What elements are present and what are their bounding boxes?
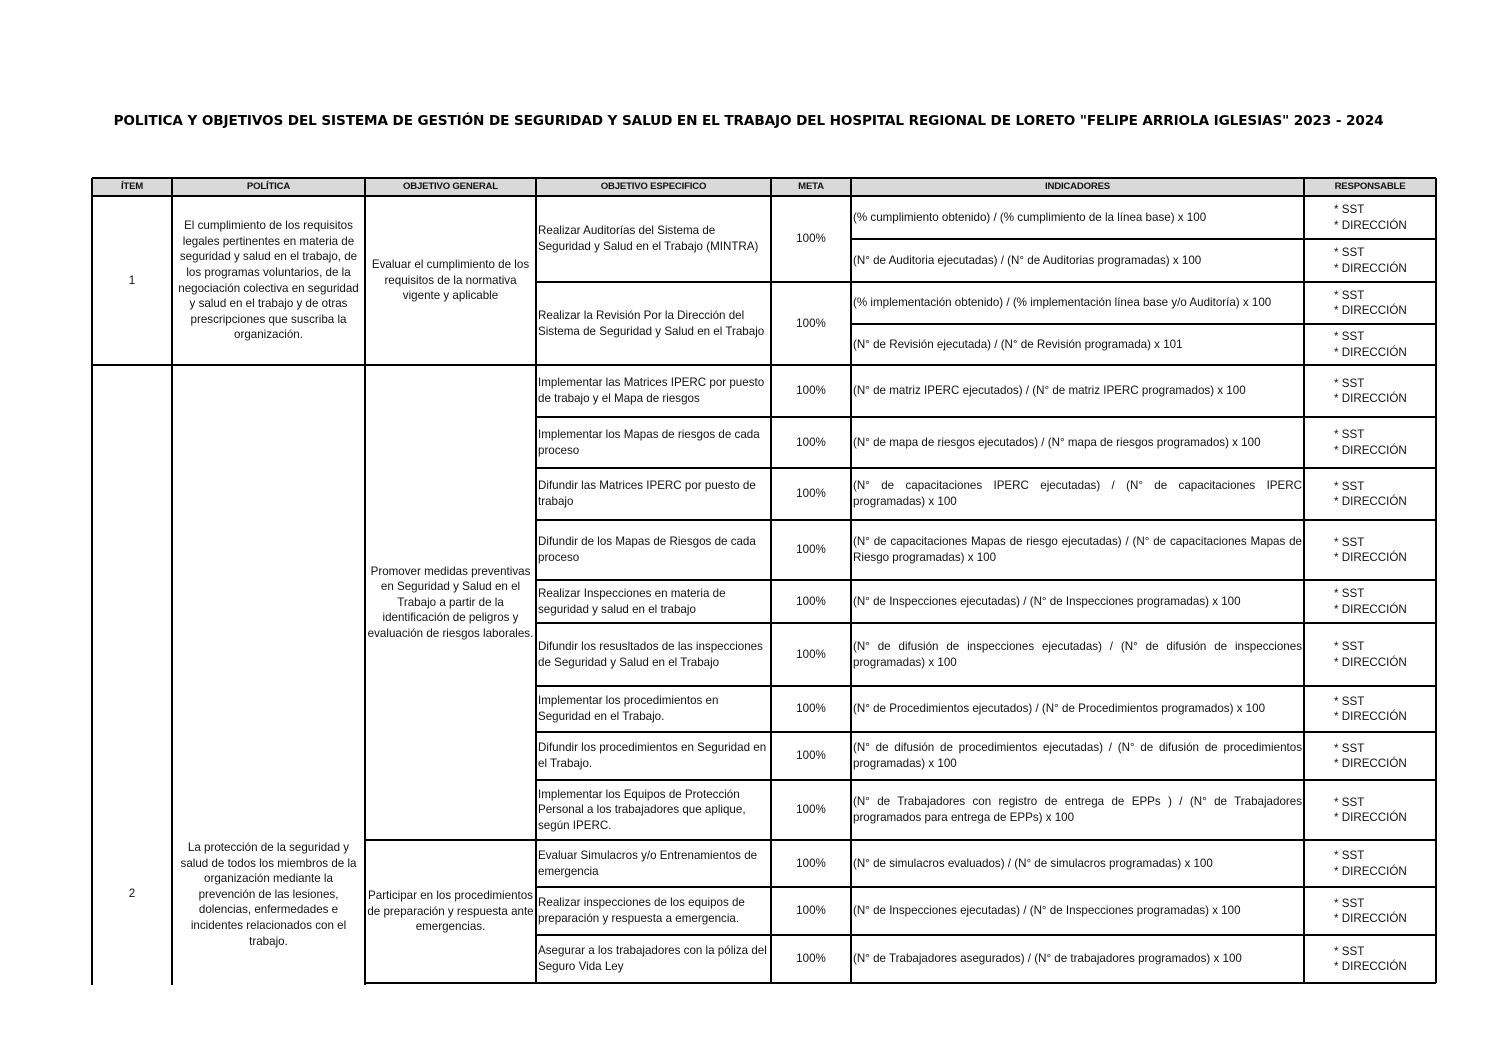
responsable-cell [1304, 468, 1436, 520]
responsable-cell [1304, 623, 1436, 686]
meta-cell-text: 100% [796, 749, 826, 763]
indicator-cell [851, 732, 1304, 780]
indicator-cell [851, 935, 1304, 983]
meta-cell [771, 686, 851, 732]
meta-cell [771, 417, 851, 468]
objetivo-general-cell-text: Evaluar el cumplimiento de los requisitos de la normativa vigente y aplicable [371, 258, 530, 303]
meta-cell-text: 100% [796, 316, 826, 330]
objetivo-general-cell-text: Promover medidas preventivas en Seguridad y Salud en el Trabajo a partir de la identificación de peligros y evaluación de riesgos laborales. [367, 564, 534, 640]
objetivo-especifico-cell [536, 686, 771, 732]
table-border [171, 178, 173, 985]
responsable-cell-text: * SST * DIRECCIÓN [1334, 640, 1407, 669]
objetivo-general-cell [365, 196, 536, 365]
objetivo-especifico-cell [536, 780, 771, 840]
indicator-cell-text: (N° de Procedimientos ejecutados) / (N° de Procedimientos programados) x 100 [853, 702, 1266, 716]
politica-cell [172, 196, 365, 365]
indicator-cell-text: (N° de difusión de inspecciones ejecutadas) / (N° de difusión de inspecciones programadas) x 100 [853, 639, 1302, 669]
objetivo-especifico-cell-text: Implementar los Equipos de Protección Personal a los trabajadores que aplique, según IPERC. [538, 787, 746, 832]
indicator-cell-text: (% cumplimiento obtenido) / (% cumplimiento de la línea base) x 100 [853, 210, 1207, 224]
objetivo-especifico-cell-text: Implementar las Matrices IPERC por puesto de trabajo y el Mapa de riesgos [538, 376, 765, 405]
header-objetivo-especifico-text: OBJETIVO ESPECIFICO [600, 181, 707, 193]
table-border [850, 178, 852, 983]
meta-cell-text: 100% [796, 594, 826, 608]
responsable-cell-text: * SST * DIRECCIÓN [1334, 587, 1407, 616]
indicator-cell [851, 580, 1304, 623]
indicator-cell-text: (% implementación obtenido) / (% implementación línea base y/o Auditoría) x 100 [853, 296, 1272, 310]
responsable-cell [1304, 324, 1436, 365]
responsable-cell-text: * SST * DIRECCIÓN [1334, 376, 1407, 405]
table-border [770, 178, 772, 983]
objetivo-general-cell [365, 365, 536, 840]
responsable-cell-text: * SST * DIRECCIÓN [1334, 246, 1407, 275]
objetivo-especifico-cell-text: Implementar los Mapas de riesgos de cada proceso [538, 427, 760, 457]
responsable-cell [1304, 580, 1436, 623]
responsable-cell [1304, 686, 1436, 732]
responsable-cell-text: * SST * DIRECCIÓN [1334, 288, 1407, 317]
objetivo-especifico-cell-text: Difundir los procedimientos en Seguridad en el Trabajo. [538, 741, 767, 770]
objetivo-especifico-cell-text: Asegurar a los trabajadores con la póliza del Seguro Vida Ley [538, 944, 767, 973]
meta-cell [771, 623, 851, 686]
meta-cell-text: 100% [796, 856, 826, 870]
responsable-cell [1304, 282, 1436, 324]
table-border [92, 177, 1436, 180]
responsable-cell-text: * SST * DIRECCIÓN [1334, 849, 1407, 878]
objetivo-especifico-cell [536, 887, 771, 935]
objetivo-especifico-cell-text: Realizar Auditorías del Sistema de Seguridad y Salud en el Trabajo (MINTRA) [538, 224, 759, 253]
indicator-cell [851, 417, 1304, 468]
header-objetivo-especifico [536, 178, 771, 196]
header-meta [771, 178, 851, 196]
table-border [365, 982, 1436, 984]
document-title: POLITICA Y OBJETIVOS DEL SISTEMA DE GESTIÓN DE SEGURIDAD Y SALUD EN EL TRABAJO DEL HOSPITAL REGIONAL DE LORETO "FELIPE ARRIOLA IGLESIAS" 2023 - 2024 [113, 113, 1384, 129]
objetivo-especifico-cell-text: Difundir las Matrices IPERC por puesto de trabajo [538, 479, 756, 508]
indicator-cell [851, 623, 1304, 686]
indicator-cell-text: (N° de Trabajadores con registro de entrega de EPPs ) / (N° de Trabajadores programados para entrega de EPPs) x 100 [853, 795, 1302, 824]
responsable-cell [1304, 780, 1436, 840]
objetivo-especifico-cell [536, 580, 771, 623]
meta-cell-text: 100% [796, 435, 826, 449]
header-politica-text: POLÍTICA [246, 181, 291, 193]
responsable-cell-text: * SST * DIRECCIÓN [1334, 535, 1407, 564]
header-objetivo-general-text: OBJETIVO GENERAL [403, 181, 498, 193]
indicator-cell [851, 468, 1304, 520]
meta-cell-text: 100% [796, 904, 826, 918]
item-cell-text: 2 [128, 887, 136, 900]
responsable-cell [1304, 239, 1436, 282]
objetivo-especifico-cell-text: Implementar los procedimientos en Seguridad en el Trabajo. [538, 694, 719, 723]
item-cell [92, 365, 172, 985]
objetivo-especifico-cell [536, 282, 771, 365]
header-objetivo-general [365, 178, 536, 196]
responsable-cell [1304, 840, 1436, 887]
objetivo-especifico-cell [536, 732, 771, 780]
indicator-cell [851, 196, 1304, 239]
table-border [535, 178, 537, 983]
indicator-cell-text: (N° de mapa de riesgos ejecutados) / (N° mapa de riesgos programados) x 100 [853, 435, 1261, 449]
meta-cell [771, 840, 851, 887]
meta-cell [771, 520, 851, 580]
objetivo-especifico-cell [536, 417, 771, 468]
responsable-cell-text: * SST * DIRECCIÓN [1334, 428, 1407, 457]
objetivo-especifico-cell [536, 520, 771, 580]
objetivo-especifico-cell-text: Realizar la Revisión Por la Dirección del Sistema de Seguridad y Salud en el Trabajo [538, 308, 765, 338]
responsable-cell-text: * SST * DIRECCIÓN [1334, 741, 1407, 770]
objetivo-especifico-cell-text: Evaluar Simulacros y/o Entrenamientos de emergencia [538, 848, 758, 878]
header-item-text: ÍTEM [120, 181, 144, 193]
responsable-cell [1304, 417, 1436, 468]
meta-cell [771, 468, 851, 520]
responsable-cell-text: * SST * DIRECCIÓN [1334, 694, 1407, 723]
objetivo-especifico-cell [536, 365, 771, 417]
table-border [1435, 178, 1437, 983]
responsable-cell-text: * SST * DIRECCIÓN [1334, 896, 1407, 925]
objetivo-especifico-cell [536, 623, 771, 686]
meta-cell-text: 100% [796, 487, 826, 501]
objetivo-especifico-cell [536, 468, 771, 520]
objetivo-general-cell-text: Participar en los procedimientos de preparación y respuesta ante emergencias. [367, 889, 534, 934]
responsable-cell-text: * SST * DIRECCIÓN [1334, 479, 1407, 508]
objetivo-especifico-cell-text: Realizar Inspecciones en materia de seguridad y salud en el trabajo [538, 586, 726, 616]
indicator-cell [851, 780, 1304, 840]
meta-cell [771, 780, 851, 840]
objetivo-especifico-cell-text: Difundir los resusltados de las inspecciones de Seguridad y Salud en el Trabajo [538, 639, 763, 669]
indicator-cell [851, 520, 1304, 580]
responsable-cell [1304, 887, 1436, 935]
indicator-cell-text: (N° de Auditoria ejecutadas) / (N° de Auditorias programadas) x 100 [853, 253, 1202, 267]
indicator-cell-text: (N° de Inspecciones ejecutadas) / (N° de Inspecciones programadas) x 100 [853, 904, 1241, 918]
objetivo-especifico-cell-text: Difundir de los Mapas de Riesgos de cada proceso [538, 535, 756, 564]
meta-cell-text: 100% [796, 543, 826, 557]
politica-cell-text: La protección de la seguridad y salud de todos los miembros de la organización mediante la prevención de las lesiones, dolencias, enfermedades e incidentes relacionados con el trabajo. [180, 841, 357, 948]
indicator-cell-text: (N° de simulacros evaluados) / (N° de simulacros programadas) x 100 [853, 856, 1213, 870]
responsable-cell [1304, 196, 1436, 239]
indicator-cell-text: (N° de Revisión ejecutada) / (N° de Revisión programada) x 101 [853, 337, 1183, 351]
meta-cell [771, 196, 851, 282]
politica-cell-text: El cumplimiento de los requisitos legales pertinentes en materia de seguridad y salud en el trabajo, de los programas voluntarios, de la negociación colectiva en seguridad y salud en el trabajo y de otras prescripciones que suscriba la organización. [178, 219, 359, 342]
indicator-cell [851, 324, 1304, 365]
objetivo-especifico-cell [536, 196, 771, 282]
responsable-cell-text: * SST * DIRECCIÓN [1334, 330, 1407, 359]
header-responsable-text: RESPONSABLE [1334, 181, 1406, 193]
responsable-cell [1304, 365, 1436, 417]
responsable-cell-text: * SST * DIRECCIÓN [1334, 944, 1407, 973]
indicator-cell [851, 282, 1304, 324]
header-indicadores-text: INDICADORES [1045, 181, 1110, 193]
meta-cell [771, 887, 851, 935]
item-cell-text: 1 [128, 273, 136, 287]
objetivo-general-cell [365, 840, 536, 983]
indicator-cell-text: (N° de matriz IPERC ejecutados) / (N° de matriz IPERC programados) x 100 [853, 384, 1246, 398]
header-politica [172, 178, 365, 196]
objetivo-especifico-cell-text: Realizar inspecciones de los equipos de preparación y respuesta a emergencia. [538, 896, 745, 925]
header-responsable [1304, 178, 1436, 196]
header-indicadores [851, 178, 1304, 196]
responsable-cell-text: * SST * DIRECCIÓN [1334, 795, 1407, 824]
meta-cell [771, 732, 851, 780]
meta-cell-text: 100% [796, 702, 826, 716]
table-border [1303, 178, 1305, 983]
indicator-cell-text: (N° de Inspecciones ejecutadas) / (N° de Inspecciones programadas) x 100 [853, 594, 1241, 608]
objetivo-especifico-cell [536, 840, 771, 887]
indicator-cell-text: (N° de capacitaciones Mapas de riesgo ejecutadas) / (N° de capacitaciones Mapas de Riesgo programadas) x 100 [853, 535, 1302, 564]
meta-cell [771, 580, 851, 623]
header-meta-text: META [798, 181, 824, 193]
responsable-cell [1304, 520, 1436, 580]
meta-cell-text: 100% [796, 232, 826, 246]
indicator-cell [851, 840, 1304, 887]
indicator-cell [851, 887, 1304, 935]
indicator-cell [851, 686, 1304, 732]
politica-cell [172, 365, 365, 985]
header-item [92, 178, 172, 196]
meta-cell [771, 365, 851, 417]
table-border [364, 178, 366, 985]
meta-cell [771, 282, 851, 365]
responsable-cell-text: * SST * DIRECCIÓN [1334, 203, 1407, 232]
meta-cell-text: 100% [796, 952, 826, 966]
meta-cell-text: 100% [796, 384, 826, 398]
indicator-cell [851, 365, 1304, 417]
indicator-cell-text: (N° de capacitaciones IPERC ejecutadas) / (N° de capacitaciones IPERC programadas) x 100 [853, 479, 1302, 508]
meta-cell-text: 100% [796, 803, 826, 817]
item-cell [92, 196, 172, 365]
table-border [91, 178, 93, 985]
meta-cell [771, 935, 851, 983]
indicator-cell-text: (N° de Trabajadores asegurados) / (N° de trabajadores programados) x 100 [853, 952, 1242, 966]
objetivo-especifico-cell [536, 935, 771, 983]
responsable-cell [1304, 732, 1436, 780]
indicator-cell-text: (N° de difusión de procedimientos ejecutadas) / (N° de difusión de procedimientos programadas) x 100 [853, 741, 1302, 770]
responsable-cell [1304, 935, 1436, 983]
indicator-cell [851, 239, 1304, 282]
meta-cell-text: 100% [796, 647, 826, 661]
